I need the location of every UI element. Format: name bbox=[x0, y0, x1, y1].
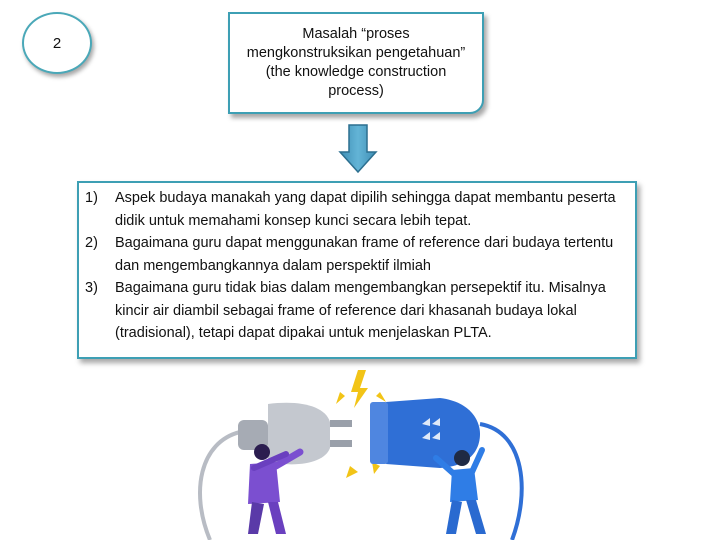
slide-number-text: 2 bbox=[52, 34, 62, 52]
content-box bbox=[77, 181, 637, 359]
list-item bbox=[85, 187, 627, 232]
slide-number bbox=[22, 12, 92, 74]
points-list bbox=[85, 187, 627, 345]
gray-cable bbox=[200, 432, 240, 540]
point-text: Aspek budaya manakah yang dapat dipilih sehingga dapat membantu peserta didik untuk memahami konsep kunci secara lebih tepat. bbox=[115, 190, 616, 229]
person-right bbox=[436, 450, 486, 534]
list-item bbox=[85, 277, 627, 345]
point-text: Bagaimana guru tidak bias dalam mengembangkan persepektif itu. Misalnya kincir air diambil sebagai frame of reference dari khasanah budaya lokal (tradisional), tetapi dapat dipakai untuk menjelaskan PLTA. bbox=[115, 280, 606, 341]
person-left bbox=[248, 444, 300, 534]
point-text: Bagaimana guru dapat menggunakan frame of reference dari budaya tertentu dan mengembangkannya dalam perspektif ilmiah bbox=[115, 235, 614, 274]
blue-cable bbox=[480, 424, 522, 540]
plug-illustration bbox=[190, 362, 530, 540]
list-item bbox=[85, 232, 627, 277]
title-box bbox=[228, 12, 484, 114]
point-number: 1) bbox=[85, 190, 98, 206]
title-text: Masalah “proses mengkonstruksikan pengetahuan” (the knowledge construction process) bbox=[246, 26, 466, 99]
arrow-down-icon bbox=[338, 124, 378, 174]
point-number: 3) bbox=[85, 280, 98, 296]
point-number: 2) bbox=[85, 235, 98, 251]
